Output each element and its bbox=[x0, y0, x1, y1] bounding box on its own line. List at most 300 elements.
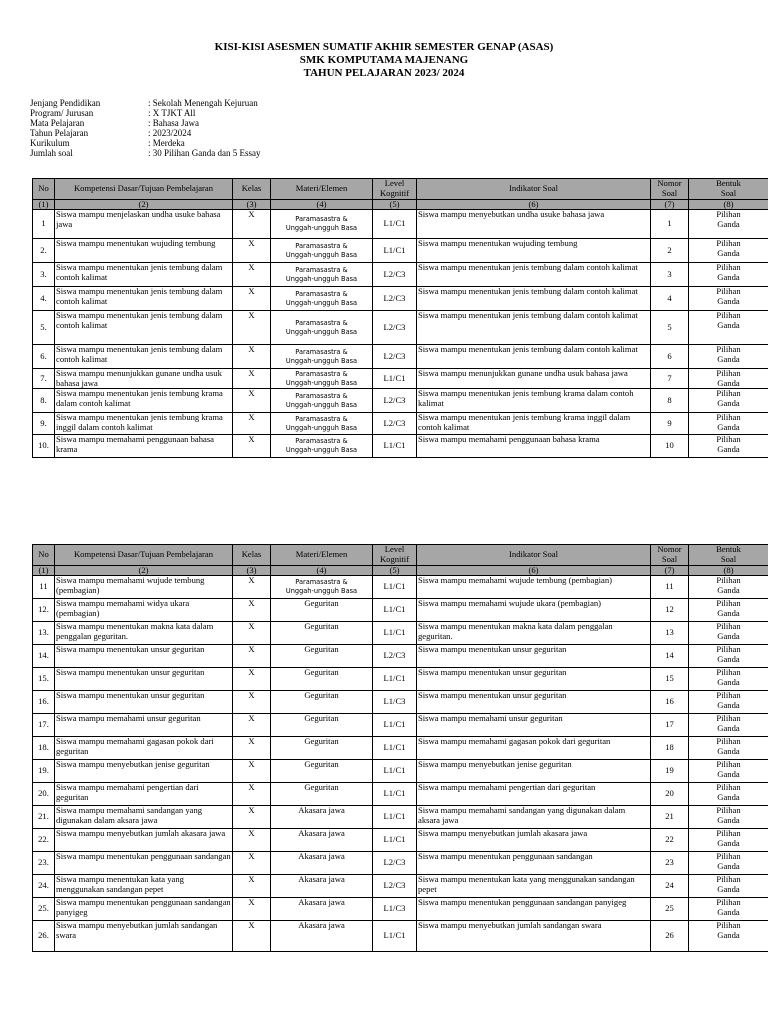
materi-line-1: Paramasastra & bbox=[295, 369, 348, 378]
cell-indikator: Siswa mampu menentukan jenis tembung dalam contoh kalimat bbox=[417, 345, 651, 369]
bentuk-line-1: Pilihan bbox=[716, 209, 741, 219]
cell-kompetensi: Siswa mampu menunjukkan gunane undha usuk bahasa jawa bbox=[55, 369, 233, 389]
cell-level: L1/C3 bbox=[373, 691, 417, 714]
header-bentuk-text: Soal bbox=[720, 554, 737, 564]
table-row bbox=[33, 369, 768, 389]
meta-label: Mata Pelajaran bbox=[30, 118, 85, 128]
cell-level: L2/C3 bbox=[373, 287, 417, 311]
cell-indikator: Siswa mampu menentukan makna kata dalam penggalan geguritan. bbox=[417, 622, 651, 645]
cell-indikator: Siswa mampu menentukan penggunaan sandangan panyigeg bbox=[417, 898, 651, 921]
cell-level: L1/C1 bbox=[373, 576, 417, 599]
cell-bentuk bbox=[689, 898, 768, 921]
bentuk-line-1: Pilihan bbox=[716, 690, 741, 700]
materi-line-2: Unggah-ungguh Basa bbox=[285, 423, 358, 432]
bentuk-line-2: Ganda bbox=[717, 377, 740, 388]
meta-label: Jumlah soal bbox=[30, 148, 73, 158]
header-bentuk-text: Bentuk bbox=[716, 544, 741, 555]
header-materi bbox=[271, 179, 373, 200]
cell-kompetensi: Siswa mampu menentukan jenis tembung krama dalam contoh kalimat bbox=[55, 389, 233, 413]
materi-line-2: Unggah-ungguh Basa bbox=[285, 250, 358, 259]
cell-kelas: X bbox=[233, 921, 271, 952]
header-level-text: Level bbox=[384, 544, 405, 555]
cell-indikator: Siswa mampu menentukan jenis tembung dalam contoh kalimat bbox=[417, 311, 651, 345]
cell-level: L1/C1 bbox=[373, 668, 417, 691]
bentuk-line-1: Pilihan bbox=[716, 412, 741, 423]
bentuk-line-2: Ganda bbox=[717, 837, 740, 848]
materi-line-2: Unggah-ungguh Basa bbox=[285, 378, 358, 387]
header-kelas-text: Kelas bbox=[241, 549, 262, 560]
cell-no: 9. bbox=[33, 413, 55, 435]
cell-level: L1/C1 bbox=[373, 806, 417, 829]
materi-line-1: Paramasastra & bbox=[295, 265, 348, 274]
cell-nomor: 9 bbox=[651, 413, 689, 435]
cell-nomor: 3 bbox=[651, 263, 689, 287]
bentuk-line-1: Pilihan bbox=[716, 759, 741, 769]
bentuk-line-2: Ganda bbox=[717, 319, 740, 330]
cell-bentuk bbox=[689, 287, 768, 311]
column-number-cell: (3) bbox=[233, 566, 271, 576]
cell-bentuk bbox=[689, 345, 768, 369]
cell-bentuk bbox=[689, 783, 768, 806]
cell-kompetensi: Siswa mampu menyebutkan jumlah sandangan swara bbox=[55, 921, 233, 952]
column-number-row bbox=[33, 566, 768, 576]
cell-materi: Geguritan bbox=[271, 760, 373, 783]
cell-materi: Geguritan bbox=[271, 783, 373, 806]
cell-materi bbox=[271, 435, 373, 458]
meta-row bbox=[30, 118, 260, 128]
column-number-cell: (8) bbox=[689, 566, 768, 576]
cell-nomor: 5 bbox=[651, 311, 689, 345]
table-row bbox=[33, 263, 768, 287]
header-kompetensi-text: Kompetensi Dasar/Tujuan Pembelajaran bbox=[73, 183, 214, 194]
cell-kelas: X bbox=[233, 389, 271, 413]
bentuk-line-2: Ganda bbox=[717, 421, 740, 432]
cell-nomor: 15 bbox=[651, 668, 689, 691]
cell-indikator: Siswa mampu menentukan unsur geguritan bbox=[417, 645, 651, 668]
cell-nomor: 20 bbox=[651, 783, 689, 806]
column-number-cell: (7) bbox=[651, 566, 689, 576]
header-no bbox=[33, 179, 55, 200]
bentuk-line-1: Pilihan bbox=[716, 736, 741, 746]
cell-materi bbox=[271, 345, 373, 369]
cell-bentuk bbox=[689, 829, 768, 852]
bentuk-line-2: Ganda bbox=[717, 745, 740, 756]
bentuk-line-1: Pilihan bbox=[716, 598, 741, 608]
header-kompetensi-text: Kompetensi Dasar/Tujuan Pembelajaran bbox=[73, 549, 214, 560]
cell-indikator: Siswa mampu memahami sandangan yang digunakan dalam aksara jawa bbox=[417, 806, 651, 829]
column-number-cell: (6) bbox=[417, 200, 651, 210]
header-nomor-text: Nomor bbox=[657, 178, 682, 189]
cell-materi: Akasara jawa bbox=[271, 875, 373, 898]
cell-nomor: 26 bbox=[651, 921, 689, 952]
document-title-line-3: TAHUN PELAJARAN 2023/ 2024 bbox=[303, 67, 465, 79]
materi-line-1: Paramasastra & bbox=[295, 241, 348, 250]
table-header-row bbox=[33, 545, 768, 566]
column-number-cell: (2) bbox=[55, 566, 233, 576]
bentuk-line-2: Ganda bbox=[717, 699, 740, 710]
table-row bbox=[33, 783, 768, 806]
bentuk-line-1: Pilihan bbox=[716, 713, 741, 723]
table-row bbox=[33, 210, 768, 239]
cell-level: L1/C1 bbox=[373, 599, 417, 622]
meta-value: : X TJKT All bbox=[148, 108, 196, 118]
cell-kelas: X bbox=[233, 263, 271, 287]
cell-bentuk bbox=[689, 389, 768, 413]
header-indikator bbox=[417, 545, 651, 566]
cell-materi: Geguritan bbox=[271, 645, 373, 668]
cell-level: L2/C3 bbox=[373, 875, 417, 898]
header-nomor bbox=[651, 179, 689, 200]
cell-kelas: X bbox=[233, 287, 271, 311]
cell-nomor: 7 bbox=[651, 369, 689, 389]
materi-line-1: Paramasastra & bbox=[295, 437, 348, 446]
column-number-cell: (6) bbox=[417, 566, 651, 576]
cell-indikator: Siswa mampu menentukan jenis tembung krama dalam contoh kalimat bbox=[417, 389, 651, 413]
cell-level: L2/C3 bbox=[373, 413, 417, 435]
cell-materi bbox=[271, 263, 373, 287]
cell-nomor: 8 bbox=[651, 389, 689, 413]
cell-no: 17. bbox=[33, 714, 55, 737]
bentuk-line-1: Pilihan bbox=[716, 262, 741, 272]
cell-no: 15. bbox=[33, 668, 55, 691]
cell-kelas: X bbox=[233, 599, 271, 622]
bentuk-line-1: Pilihan bbox=[716, 344, 741, 354]
cell-level: L2/C3 bbox=[373, 389, 417, 413]
cell-level: L1/C1 bbox=[373, 714, 417, 737]
bentuk-line-2: Ganda bbox=[717, 791, 740, 802]
table-row bbox=[33, 852, 768, 875]
cell-kelas: X bbox=[233, 760, 271, 783]
cell-materi bbox=[271, 287, 373, 311]
table-row bbox=[33, 435, 768, 458]
header-no-text: No bbox=[38, 183, 49, 194]
column-number-cell: (1) bbox=[33, 200, 55, 210]
header-indikator-text: Indikator Soal bbox=[509, 549, 558, 560]
cell-kelas: X bbox=[233, 345, 271, 369]
cell-no: 12. bbox=[33, 599, 55, 622]
cell-materi bbox=[271, 413, 373, 435]
cell-kelas: X bbox=[233, 311, 271, 345]
bentuk-line-1: Pilihan bbox=[716, 897, 741, 907]
cell-level: L1/C1 bbox=[373, 239, 417, 263]
cell-kompetensi: Siswa mampu memahami penggunaan bahasa krama bbox=[55, 435, 233, 458]
cell-kompetensi: Siswa mampu menentukan jenis tembung dalam contoh kalimat bbox=[55, 311, 233, 345]
cell-indikator: Siswa mampu menentukan penggunaan sandangan bbox=[417, 852, 651, 875]
table-row bbox=[33, 806, 768, 829]
cell-bentuk bbox=[689, 413, 768, 435]
cell-kelas: X bbox=[233, 875, 271, 898]
cell-kompetensi: Siswa mampu menentukan jenis tembung dalam contoh kalimat bbox=[55, 263, 233, 287]
cell-kelas: X bbox=[233, 645, 271, 668]
bentuk-line-1: Pilihan bbox=[716, 644, 741, 654]
cell-nomor: 16 bbox=[651, 691, 689, 714]
column-number-cell: (5) bbox=[373, 200, 417, 210]
cell-level: L2/C3 bbox=[373, 852, 417, 875]
header-kelas bbox=[233, 179, 271, 200]
cell-kelas: X bbox=[233, 576, 271, 599]
cell-nomor: 11 bbox=[651, 576, 689, 599]
cell-kelas: X bbox=[233, 210, 271, 239]
header-kelas-text: Kelas bbox=[241, 183, 262, 194]
bentuk-line-1: Pilihan bbox=[716, 805, 741, 815]
cell-bentuk bbox=[689, 599, 768, 622]
bentuk-line-2: Ganda bbox=[717, 397, 740, 408]
column-number-cell: (4) bbox=[271, 200, 373, 210]
cell-bentuk bbox=[689, 311, 768, 345]
table-row bbox=[33, 875, 768, 898]
cell-bentuk bbox=[689, 263, 768, 287]
cell-materi bbox=[271, 389, 373, 413]
cell-materi: Akasara jawa bbox=[271, 829, 373, 852]
table-row bbox=[33, 691, 768, 714]
cell-no: 21. bbox=[33, 806, 55, 829]
cell-bentuk bbox=[689, 691, 768, 714]
table-header-row bbox=[33, 179, 768, 200]
cell-materi: Akasara jawa bbox=[271, 921, 373, 952]
column-number-row bbox=[33, 200, 768, 210]
cell-level: L1/C1 bbox=[373, 435, 417, 458]
header-nomor bbox=[651, 545, 689, 566]
cell-kompetensi: Siswa mampu menentukan jenis tembung dalam contoh kalimat bbox=[55, 287, 233, 311]
bentuk-line-2: Ganda bbox=[717, 630, 740, 641]
cell-kompetensi: Siswa mampu menentukan unsur geguritan bbox=[55, 668, 233, 691]
materi-line-2: Unggah-ungguh Basa bbox=[285, 274, 358, 283]
header-no bbox=[33, 545, 55, 566]
table-row bbox=[33, 921, 768, 952]
column-number-cell: (5) bbox=[373, 566, 417, 576]
cell-kompetensi: Siswa mampu memahami pengertian dari geguritan bbox=[55, 783, 233, 806]
header-bentuk bbox=[689, 545, 768, 566]
cell-indikator: Siswa mampu menentukan jenis tembung krama inggil dalam contoh kalimat bbox=[417, 413, 651, 435]
cell-nomor: 18 bbox=[651, 737, 689, 760]
bentuk-line-2: Ganda bbox=[717, 676, 740, 687]
header-indikator bbox=[417, 179, 651, 200]
bentuk-line-1: Pilihan bbox=[716, 310, 741, 320]
materi-line-2: Unggah-ungguh Basa bbox=[285, 327, 358, 336]
cell-kelas: X bbox=[233, 435, 271, 458]
table-row bbox=[33, 599, 768, 622]
cell-level: L1/C1 bbox=[373, 921, 417, 952]
bentuk-line-1: Pilihan bbox=[716, 238, 741, 248]
kisi-kisi-table-1 bbox=[32, 178, 768, 458]
cell-nomor: 1 bbox=[651, 210, 689, 239]
cell-level: L1/C1 bbox=[373, 369, 417, 389]
table-row bbox=[33, 389, 768, 413]
table-row bbox=[33, 311, 768, 345]
materi-line-1: Paramasastra & bbox=[295, 414, 348, 423]
cell-no: 7. bbox=[33, 369, 55, 389]
cell-level: L1/C1 bbox=[373, 737, 417, 760]
cell-kelas: X bbox=[233, 829, 271, 852]
cell-bentuk bbox=[689, 645, 768, 668]
meta-label: Jenjang Pendidikan bbox=[30, 98, 101, 108]
cell-kompetensi: Siswa mampu memahami unsur geguritan bbox=[55, 714, 233, 737]
cell-kompetensi: Siswa mampu menyebutkan jumlah akasara jawa bbox=[55, 829, 233, 852]
column-number-cell: (1) bbox=[33, 566, 55, 576]
bentuk-line-2: Ganda bbox=[717, 584, 740, 595]
cell-no: 1 bbox=[33, 210, 55, 239]
column-number-cell: (4) bbox=[271, 566, 373, 576]
bentuk-line-2: Ganda bbox=[717, 271, 740, 282]
cell-no: 8. bbox=[33, 389, 55, 413]
cell-no: 16. bbox=[33, 691, 55, 714]
cell-materi bbox=[271, 239, 373, 263]
cell-indikator: Siswa mampu memahami pengertian dari geguritan bbox=[417, 783, 651, 806]
header-nomor-text: Nomor bbox=[657, 544, 682, 555]
cell-kompetensi: Siswa mampu menentukan penggunaan sandangan panyigeg bbox=[55, 898, 233, 921]
meta-row bbox=[30, 128, 260, 138]
cell-indikator: Siswa mampu menentukan jenis tembung dalam contoh kalimat bbox=[417, 263, 651, 287]
cell-level: L1/C1 bbox=[373, 783, 417, 806]
table-row bbox=[33, 714, 768, 737]
document-title-line-2: SMK KOMPUTAMA MAJENANG bbox=[299, 54, 469, 66]
materi-line-1: Paramasastra & bbox=[295, 215, 348, 223]
cell-kelas: X bbox=[233, 691, 271, 714]
cell-kelas: X bbox=[233, 668, 271, 691]
cell-level: L1/C1 bbox=[373, 210, 417, 239]
table-row bbox=[33, 645, 768, 668]
cell-materi: Geguritan bbox=[271, 714, 373, 737]
bentuk-line-1: Pilihan bbox=[716, 368, 741, 378]
cell-kompetensi: Siswa mampu memahami gagasan pokok dari geguritan bbox=[55, 737, 233, 760]
cell-kelas: X bbox=[233, 413, 271, 435]
cell-no: 19. bbox=[33, 760, 55, 783]
column-number-cell: (7) bbox=[651, 200, 689, 210]
cell-nomor: 25 bbox=[651, 898, 689, 921]
cell-kompetensi: Siswa mampu menyebutkan jenise geguritan bbox=[55, 760, 233, 783]
header-materi-text: Materi/Elemen bbox=[295, 183, 348, 194]
cell-kelas: X bbox=[233, 622, 271, 645]
cell-level: L2/C3 bbox=[373, 311, 417, 345]
cell-kompetensi: Siswa mampu menjelaskan undha usuke bahasa jawa bbox=[55, 210, 233, 239]
column-number-cell: (8) bbox=[689, 200, 768, 210]
cell-bentuk bbox=[689, 210, 768, 239]
bentuk-line-1: Pilihan bbox=[716, 851, 741, 861]
cell-level: L1/C1 bbox=[373, 622, 417, 645]
cell-nomor: 14 bbox=[651, 645, 689, 668]
cell-no: 6. bbox=[33, 345, 55, 369]
header-indikator-text: Indikator Soal bbox=[509, 183, 558, 194]
bentuk-line-2: Ganda bbox=[717, 295, 740, 306]
table-row bbox=[33, 287, 768, 311]
header-kompetensi bbox=[55, 545, 233, 566]
cell-materi: Geguritan bbox=[271, 599, 373, 622]
cell-nomor: 13 bbox=[651, 622, 689, 645]
table-row bbox=[33, 576, 768, 599]
cell-bentuk bbox=[689, 369, 768, 389]
bentuk-line-2: Ganda bbox=[717, 653, 740, 664]
cell-indikator: Siswa mampu menyebutkan jumlah sandangan swara bbox=[417, 921, 651, 952]
cell-no: 3. bbox=[33, 263, 55, 287]
cell-kelas: X bbox=[233, 806, 271, 829]
bentuk-line-2: Ganda bbox=[717, 218, 740, 229]
materi-line-1: Paramasastra & bbox=[295, 318, 348, 327]
bentuk-line-1: Pilihan bbox=[716, 388, 741, 399]
table-row bbox=[33, 737, 768, 760]
meta-value: : Merdeka bbox=[148, 138, 185, 148]
column-number-cell: (3) bbox=[233, 200, 271, 210]
cell-bentuk bbox=[689, 576, 768, 599]
bentuk-line-2: Ganda bbox=[717, 814, 740, 825]
cell-kelas: X bbox=[233, 737, 271, 760]
cell-materi: Akasara jawa bbox=[271, 806, 373, 829]
cell-kompetensi: Siswa mampu memahami wujude tembung (pembagian) bbox=[55, 576, 233, 599]
materi-line-2: Unggah-ungguh Basa bbox=[285, 446, 358, 455]
cell-bentuk bbox=[689, 714, 768, 737]
cell-indikator: Siswa mampu memahami wujude tembung (pembagian) bbox=[417, 576, 651, 599]
cell-no: 11 bbox=[33, 576, 55, 599]
cell-materi: Geguritan bbox=[271, 622, 373, 645]
cell-nomor: 24 bbox=[651, 875, 689, 898]
cell-nomor: 10 bbox=[651, 435, 689, 458]
cell-bentuk bbox=[689, 622, 768, 645]
cell-bentuk bbox=[689, 435, 768, 458]
cell-materi: Geguritan bbox=[271, 691, 373, 714]
header-bentuk-text: Bentuk bbox=[716, 178, 741, 189]
materi-line-1: Paramasastra & bbox=[295, 289, 348, 298]
cell-kelas: X bbox=[233, 714, 271, 737]
cell-indikator: Siswa mampu menyebutkan undha usuke bahasa jawa bbox=[417, 210, 651, 239]
table-row bbox=[33, 898, 768, 921]
cell-nomor: 17 bbox=[651, 714, 689, 737]
cell-nomor: 2 bbox=[651, 239, 689, 263]
bentuk-line-2: Ganda bbox=[717, 443, 740, 454]
header-bentuk bbox=[689, 179, 768, 200]
cell-kompetensi: Siswa mampu menentukan kata yang menggunakan sandangan pepet bbox=[55, 875, 233, 898]
cell-no: 13. bbox=[33, 622, 55, 645]
meta-row bbox=[30, 98, 260, 108]
cell-materi: Geguritan bbox=[271, 668, 373, 691]
cell-no: 18. bbox=[33, 737, 55, 760]
column-number-cell: (2) bbox=[55, 200, 233, 210]
cell-kelas: X bbox=[233, 852, 271, 875]
header-materi bbox=[271, 545, 373, 566]
cell-kelas: X bbox=[233, 783, 271, 806]
table-row bbox=[33, 239, 768, 263]
bentuk-line-2: Ganda bbox=[717, 247, 740, 258]
materi-line-2: Unggah-ungguh Basa bbox=[285, 356, 358, 365]
cell-bentuk bbox=[689, 806, 768, 829]
materi-line-2: Unggah-ungguh Basa bbox=[285, 587, 358, 595]
bentuk-line-1: Pilihan bbox=[716, 874, 741, 884]
cell-indikator: Siswa mampu memahami penggunaan bahasa krama bbox=[417, 435, 651, 458]
cell-indikator: Siswa mampu memahami unsur geguritan bbox=[417, 714, 651, 737]
cell-materi bbox=[271, 576, 373, 599]
cell-no: 2. bbox=[33, 239, 55, 263]
bentuk-line-1: Pilihan bbox=[716, 667, 741, 677]
cell-indikator: Siswa mampu menentukan kata yang menggunakan sandangan pepet bbox=[417, 875, 651, 898]
meta-value: : 2023/2024 bbox=[148, 128, 192, 138]
cell-kompetensi: Siswa mampu menentukan wujuding tembung bbox=[55, 239, 233, 263]
table-row bbox=[33, 668, 768, 691]
cell-no: 24. bbox=[33, 875, 55, 898]
header-level-text: Level bbox=[384, 178, 405, 189]
bentuk-line-2: Ganda bbox=[717, 353, 740, 364]
header-level-text: Kognitif bbox=[379, 554, 410, 564]
cell-materi: Akasara jawa bbox=[271, 852, 373, 875]
cell-materi: Akasara jawa bbox=[271, 898, 373, 921]
cell-materi: Geguritan bbox=[271, 737, 373, 760]
materi-line-2: Unggah-ungguh Basa bbox=[285, 224, 358, 232]
meta-value: : 30 Pilihan Ganda dan 5 Essay bbox=[148, 148, 261, 158]
cell-level: L1/C1 bbox=[373, 829, 417, 852]
cell-no: 25. bbox=[33, 898, 55, 921]
cell-kompetensi: Siswa mampu menentukan unsur geguritan bbox=[55, 691, 233, 714]
cell-bentuk bbox=[689, 737, 768, 760]
cell-kelas: X bbox=[233, 369, 271, 389]
cell-bentuk bbox=[689, 668, 768, 691]
bentuk-line-2: Ganda bbox=[717, 722, 740, 733]
